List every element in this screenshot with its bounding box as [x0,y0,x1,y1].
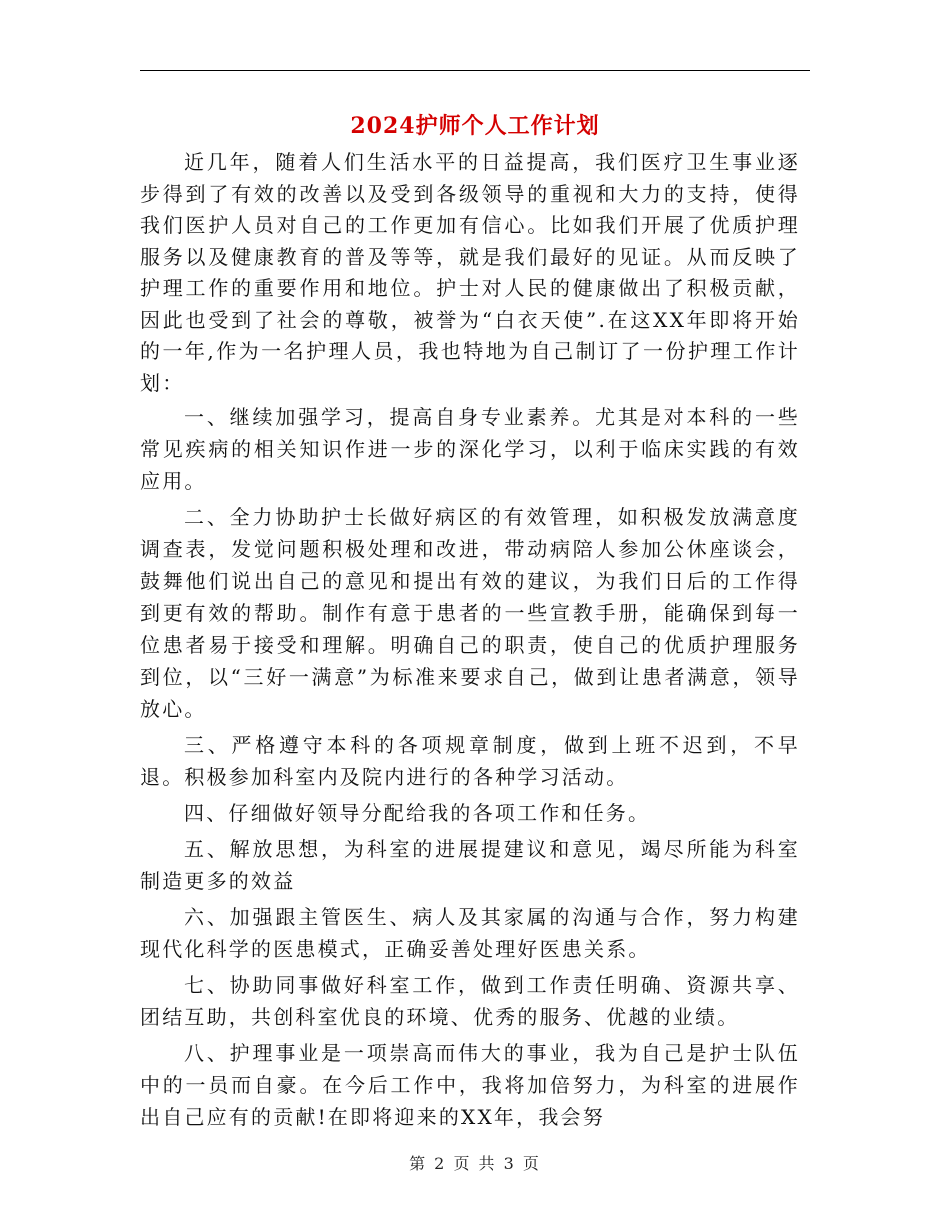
paragraph-item-2: 二、全力协助护士长做好病区的有效管理，如积极发放满意度调查表，发觉问题积极处理和改进，带动病陪人参加公休座谈会，鼓舞他们说出自己的意见和提出有效的建议，为我们日后的工作得到更有效的帮助。制作有意于患者的一些宣教手册，能确保到每一位患者易于接受和理解。明确自己的职责，使自己的优质护理服务到位，以“三好一满意”为标准来要求自己，做到让患者满意，领导放心。 [140,505,800,721]
paragraph-item-3: 三、严格遵守本科的各项规章制度，做到上班不迟到，不早退。积极参加科室内及院内进行的各种学习活动。 [140,733,800,789]
paragraph-item-5: 五、解放思想，为科室的进展提建议和意见，竭尽所能为科室制造更多的效益 [140,837,800,893]
paragraph-item-7: 七、协助同事做好科室工作，做到工作责任明确、资源共享、团结互助，共创科室优良的环境、优秀的服务、优越的业绩。 [140,973,800,1029]
paragraph-item-8: 八、护理事业是一项崇高而伟大的事业，我为自己是护士队伍中的一员而自豪。在今后工作中，我将加倍努力，为科室的进展作出自己应有的贡献!在即将迎来的XX年，我会努 [140,1041,800,1129]
document-body [140,147,800,1137]
header-rule [140,70,810,71]
paragraph-intro: 近几年，随着人们生活水平的日益提高，我们医疗卫生事业逐步得到了有效的改善以及受到各级领导的重视和大力的支持，使得我们医护人员对自己的工作更加有信心。比如我们开展了优质护理服务以及健康教育的普及等等，就是我们最好的见证。从而反映了护理工作的重要作用和地位。护士对人民的健康做出了积极贡献，因此也受到了社会的尊敬，被誉为“白衣天使”.在这XX年即将开始的一年,作为一名护理人员，我也特地为自己制订了一份护理工作计划： [140,150,800,395]
page-number-footer: 第 2 页 共 3 页 [409,1154,541,1173]
document-title: 2024护师个人工作计划 [350,113,600,139]
paragraph-item-6: 六、加强跟主管医生、病人及其家属的沟通与合作，努力构建现代化科学的医患模式，正确妥善处理好医患关系。 [140,905,800,961]
paragraph-item-1: 一、继续加强学习，提高自身专业素养。尤其是对本科的一些常见疾病的相关知识作进一步的深化学习，以利于临床实践的有效应用。 [140,405,800,493]
paragraph-item-4: 四、仔细做好领导分配给我的各项工作和任务。 [184,801,651,825]
